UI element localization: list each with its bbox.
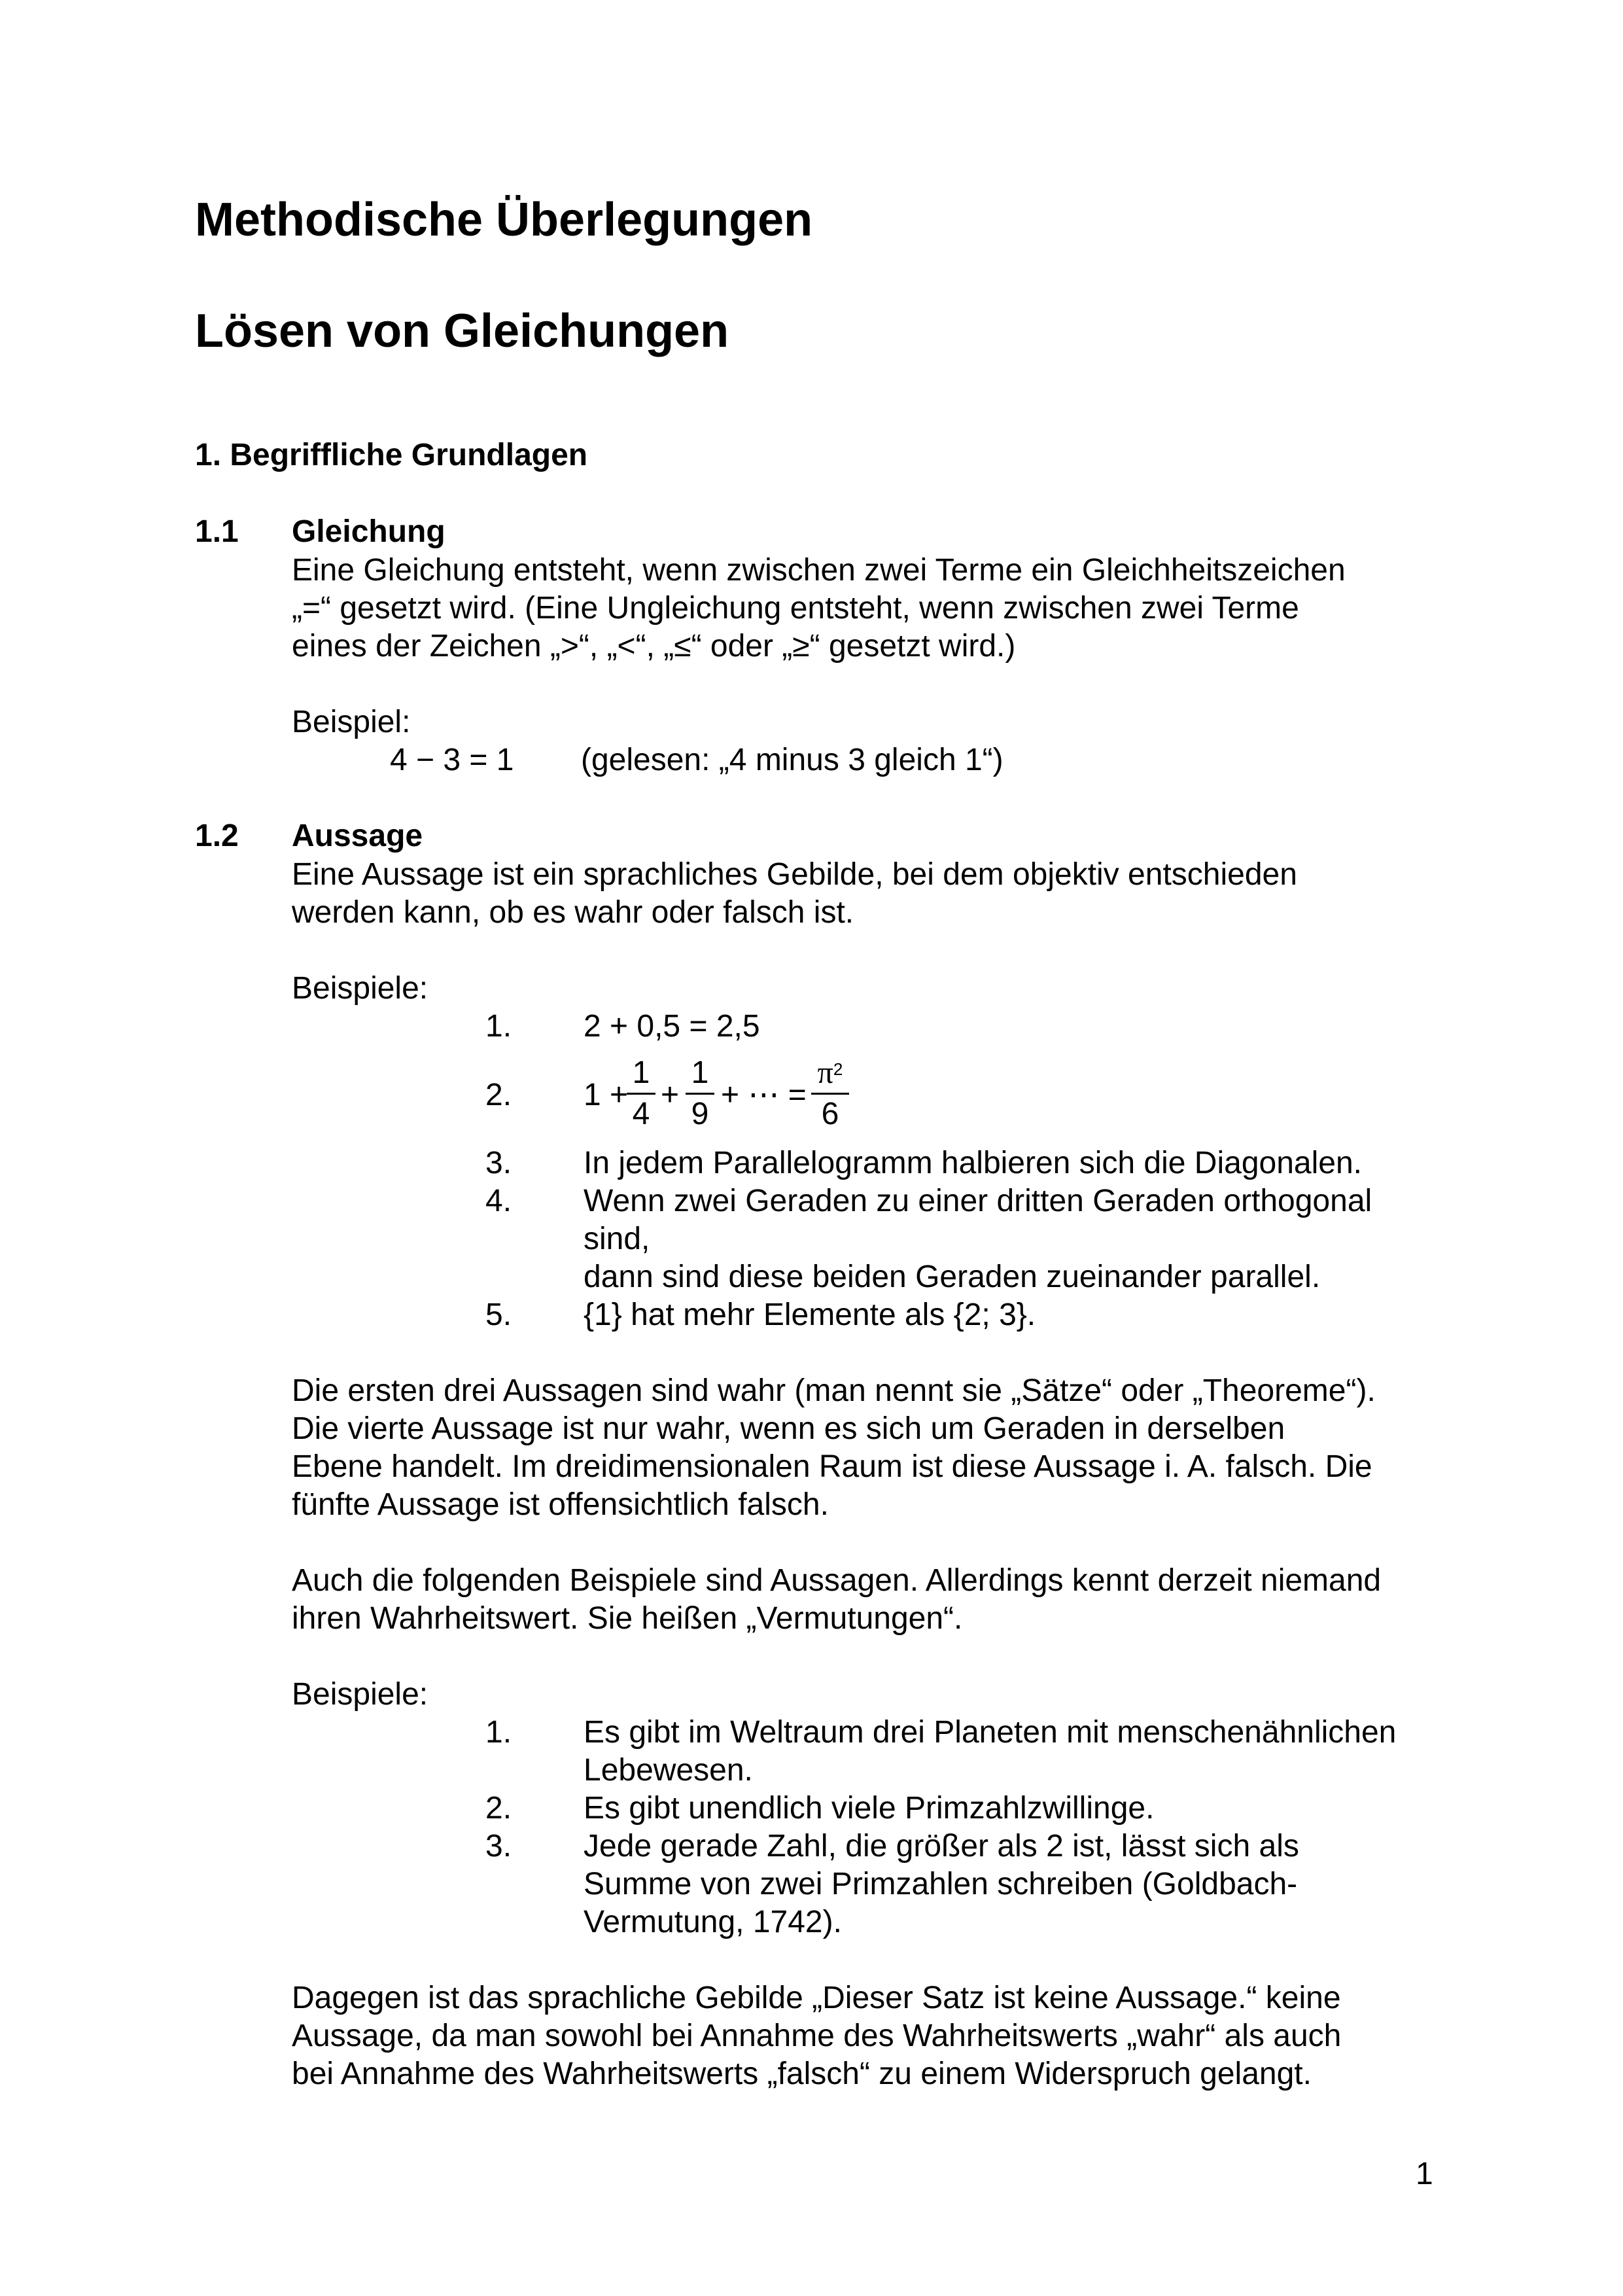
list-item: sind, xyxy=(584,1222,650,1256)
section-heading-gleichung: Gleichung xyxy=(292,514,445,549)
examples-label: Beispiele: xyxy=(292,971,428,1006)
paragraph-line: Die ersten drei Aussagen sind wahr (man nennt sie „Sätze“ oder „Theoreme“). xyxy=(292,1373,1376,1408)
list-item: Jede gerade Zahl, die größer als 2 ist, lässt sich als xyxy=(584,1829,1299,1863)
list-number: 1. xyxy=(485,1009,512,1044)
list-item: Wenn zwei Geraden zu einer dritten Geraden orthogonal xyxy=(584,1184,1372,1218)
paragraph-line: Auch die folgenden Beispiele sind Aussagen. Allerdings kennt derzeit niemand xyxy=(292,1563,1382,1598)
paragraph-line: Dagegen ist das sprachliche Gebilde „Dieser Satz ist keine Aussage.“ keine xyxy=(292,1981,1341,2015)
fraction-denominator: 9 xyxy=(691,1097,709,1131)
paragraph-line: „=“ gesetzt wird. (Eine Ungleichung entsteht, wenn zwischen zwei Terme xyxy=(292,591,1299,626)
example-label: Beispiel: xyxy=(292,705,411,739)
list-number: 2. xyxy=(485,1791,512,1826)
section-heading-aussage: Aussage xyxy=(292,819,423,853)
list-item: Lebewesen. xyxy=(584,1753,753,1788)
examples-label: Beispiele: xyxy=(292,1677,428,1712)
exponent: 2 xyxy=(833,1059,843,1079)
list-number: 2. xyxy=(485,1078,512,1112)
formula-lead: 1 + xyxy=(584,1078,629,1112)
page-title: Methodische Überlegungen xyxy=(195,194,813,246)
page-number: 1 xyxy=(1416,2157,1433,2191)
list-item: In jedem Parallelogramm halbieren sich die Diagonalen. xyxy=(584,1146,1362,1180)
paragraph-line: Die vierte Aussage ist nur wahr, wenn es sich um Geraden in derselben xyxy=(292,1411,1285,1446)
paragraph-line: Eine Aussage ist ein sprachliches Gebilde, bei dem objektiv entschieden xyxy=(292,857,1297,892)
formula-tail: + ⋯ = xyxy=(721,1078,807,1112)
fraction xyxy=(811,1053,849,1134)
fraction xyxy=(686,1053,714,1134)
paragraph-line: fünfte Aussage ist offensichtlich falsch. xyxy=(292,1487,829,1522)
section-heading: 1. Begriffliche Grundlagen xyxy=(195,438,588,472)
list-item: {1} hat mehr Elemente als {2; 3}. xyxy=(584,1298,1036,1332)
fraction xyxy=(627,1053,655,1134)
page-subtitle: Lösen von Gleichungen xyxy=(195,305,729,357)
fraction-numerator: 1 xyxy=(691,1055,709,1090)
fraction-denominator: 4 xyxy=(632,1097,650,1131)
paragraph-line: Aussage, da man sowohl bei Annahme des Wahrheitswerts „wahr“ als auch xyxy=(292,2019,1342,2053)
section-number-1-2: 1.2 xyxy=(195,819,239,853)
example-note: (gelesen: „4 minus 3 gleich 1“) xyxy=(581,743,1003,777)
list-number: 1. xyxy=(485,1715,512,1750)
list-item: Es gibt unendlich viele Primzahlzwillinge. xyxy=(584,1791,1155,1826)
fraction-numerator xyxy=(811,1053,849,1093)
formula-plus: + xyxy=(661,1078,680,1112)
pi-symbol: π xyxy=(817,1055,833,1090)
list-number: 3. xyxy=(485,1829,512,1863)
paragraph-line: ihren Wahrheitswert. Sie heißen „Vermutungen“. xyxy=(292,1601,963,1636)
fraction-denominator: 6 xyxy=(821,1097,839,1131)
list-item: 2 + 0,5 = 2,5 xyxy=(584,1009,760,1044)
list-item: Summe von zwei Primzahlen schreiben (Goldbach- xyxy=(584,1867,1298,1901)
list-number: 5. xyxy=(485,1298,512,1332)
list-item: Vermutung, 1742). xyxy=(584,1905,842,1939)
paragraph-line: Ebene handelt. Im dreidimensionalen Raum ist diese Aussage i. A. falsch. Die xyxy=(292,1449,1372,1484)
section-number-1-1: 1.1 xyxy=(195,514,239,549)
fraction-numerator: 1 xyxy=(632,1055,650,1090)
paragraph-line: eines der Zeichen „>“, „<“, „≤“ oder „≥“ gesetzt wird.) xyxy=(292,629,1016,663)
paragraph-line: werden kann, ob es wahr oder falsch ist. xyxy=(292,895,854,930)
example-formula: 4 − 3 = 1 xyxy=(390,743,514,777)
list-number: 3. xyxy=(485,1146,512,1180)
list-number: 4. xyxy=(485,1184,512,1218)
paragraph-line: Eine Gleichung entsteht, wenn zwischen zwei Terme ein Gleichheitszeichen xyxy=(292,553,1346,588)
list-item: dann sind diese beiden Geraden zueinander parallel. xyxy=(584,1260,1321,1294)
paragraph-line: bei Annahme des Wahrheitswerts „falsch“ zu einem Widerspruch gelangt. xyxy=(292,2057,1312,2091)
list-item: Es gibt im Weltraum drei Planeten mit menschenähnlichen xyxy=(584,1715,1397,1750)
